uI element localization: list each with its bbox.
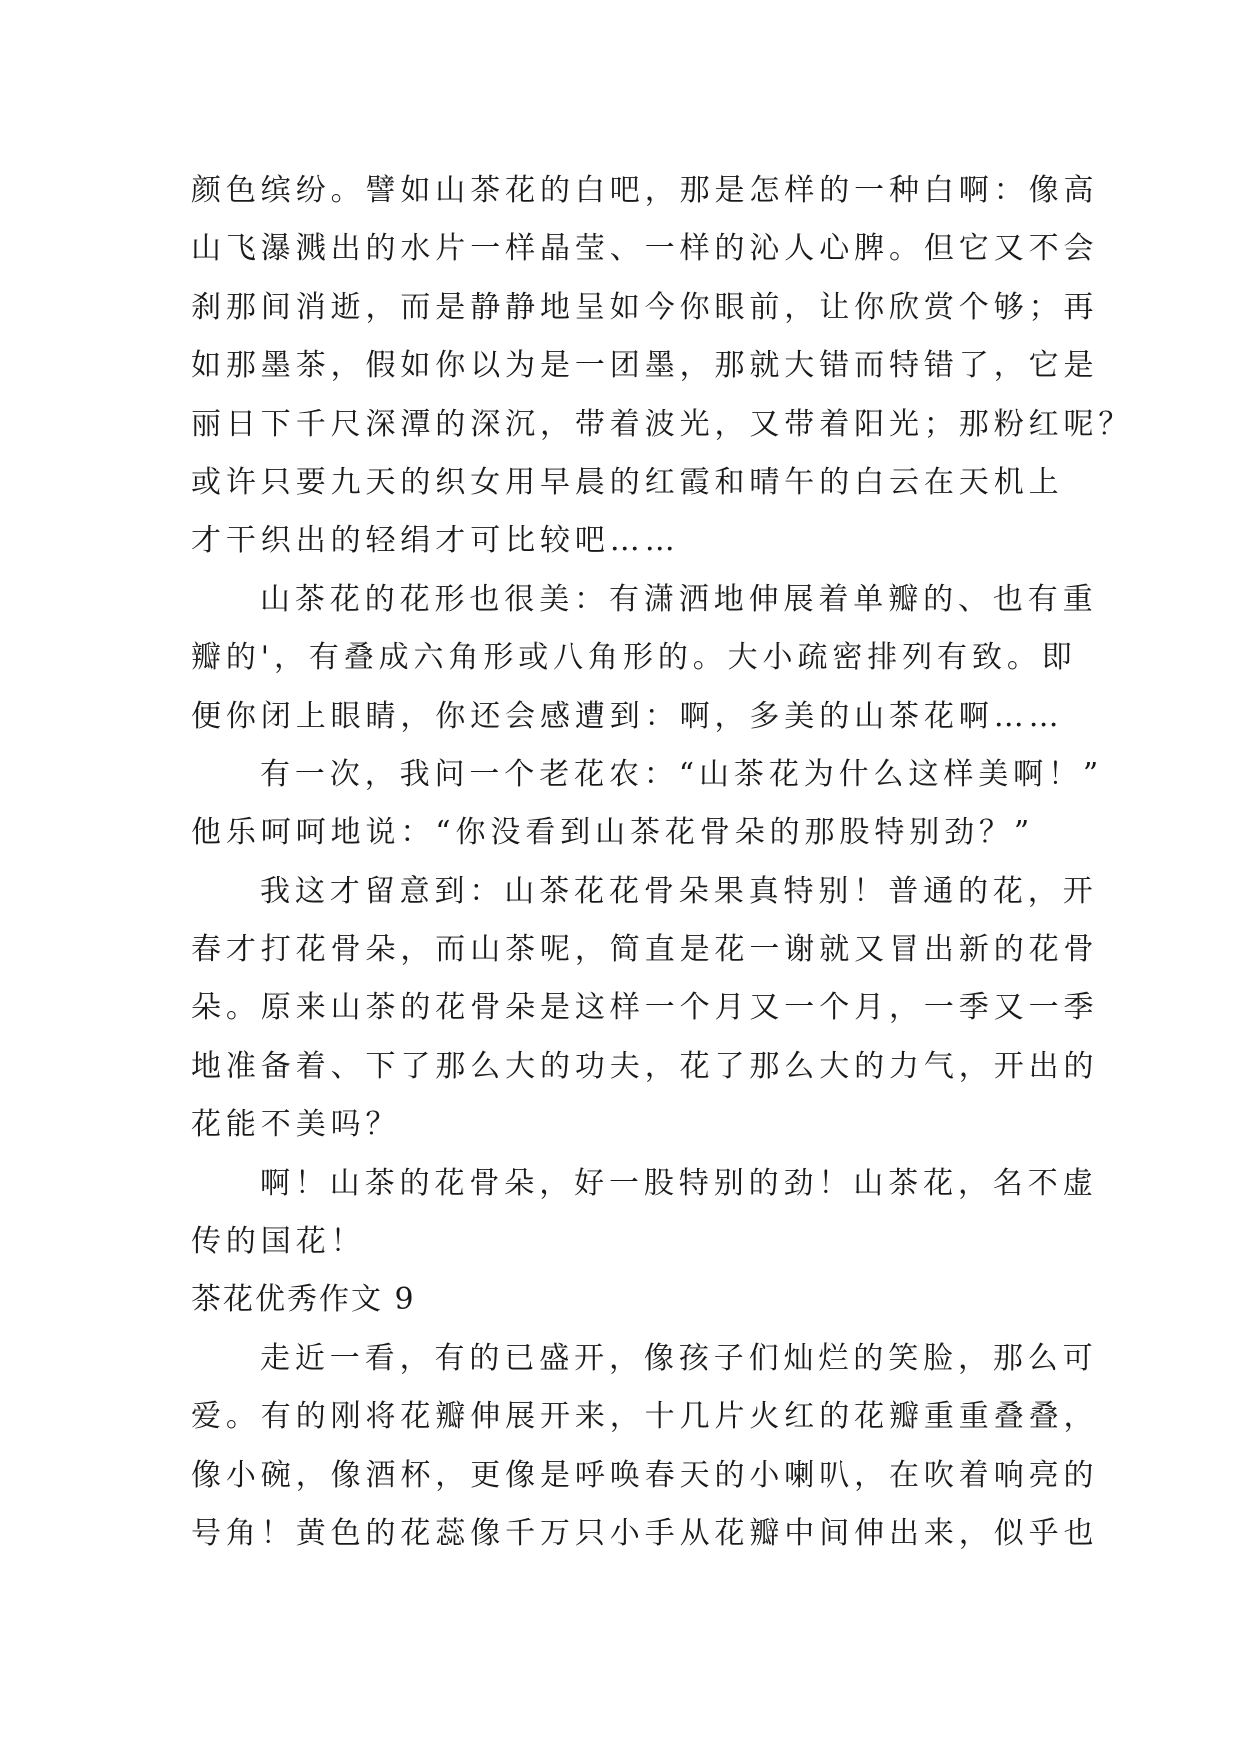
body-line: 朵。原来山茶的花骨朵是这样一个月又一个月，一季又一季: [191, 990, 1099, 1026]
document-body: [191, 162, 1134, 1563]
body-line: 花能不美吗？: [191, 1107, 401, 1143]
body-line: 或许只要九天的织女用早晨的红霞和晴午的白云在天机上: [191, 464, 1064, 500]
section-heading: 茶花优秀作文 9: [191, 1282, 416, 1318]
body-line: 传的国花！: [191, 1224, 366, 1260]
paragraph-first-line: 有一次，我问一个老花农：“山茶花为什么这样美啊！”: [260, 756, 1104, 792]
body-line: 才干织出的轻绢才可比较吧……: [191, 523, 680, 559]
body-line: 地准备着、下了那么大的功夫，花了那么大的力气，开出的: [191, 1048, 1099, 1084]
body-line: 像小碗，像酒杯，更像是呼唤春天的小喇叭，在吹着响亮的: [191, 1457, 1099, 1493]
paragraph-first-line: 山茶花的花形也很美：有潇洒地伸展着单瓣的、也有重: [260, 581, 1098, 617]
body-line: 他乐呵呵地说：“你没看到山茶花骨朵的那股特别劲？”: [191, 815, 1035, 851]
body-line: 号角！黄色的花蕊像千万只小手从花瓣中间伸出来，似乎也: [191, 1515, 1099, 1551]
paragraph-first-line: 我这才留意到：山茶花花骨朵果真特别！普通的花，开: [260, 873, 1098, 909]
body-line: 春才打花骨朵，而山茶呢，简直是花一谢就又冒出新的花骨: [191, 932, 1099, 968]
body-line: 爱。有的刚将花瓣伸展开来，十几片火红的花瓣重重叠叠，: [191, 1399, 1099, 1435]
paragraph-first-line: 啊！山茶的花骨朵，好一股特别的劲！山茶花，名不虚: [260, 1165, 1098, 1201]
body-line: 丽日下千尺深潭的深沉，带着波光，又带着阳光；那粉红呢？: [191, 406, 1134, 442]
body-line: 瓣的'，有叠成六角形或八角形的。大小疏密排列有致。即: [191, 640, 1077, 676]
body-line: 颜色缤纷。譬如山茶花的白吧，那是怎样的一种白啊：像高: [191, 173, 1099, 208]
body-line: 如那墨茶，假如你以为是一团墨，那就大错而特错了，它是: [191, 348, 1099, 384]
paragraph-first-line: 走近一看，有的已盛开，像孩子们灿烂的笑脸，那么可: [260, 1340, 1098, 1376]
body-line: 便你闭上眼睛，你还会感遭到：啊，多美的山茶花啊……: [191, 698, 1064, 734]
body-line: 山飞瀑溅出的水片一样晶莹、一样的沁人心脾。但它又不会: [191, 231, 1099, 267]
body-line: 刹那间消逝，而是静静地呈如今你眼前，让你欣赏个够；再: [191, 289, 1099, 325]
